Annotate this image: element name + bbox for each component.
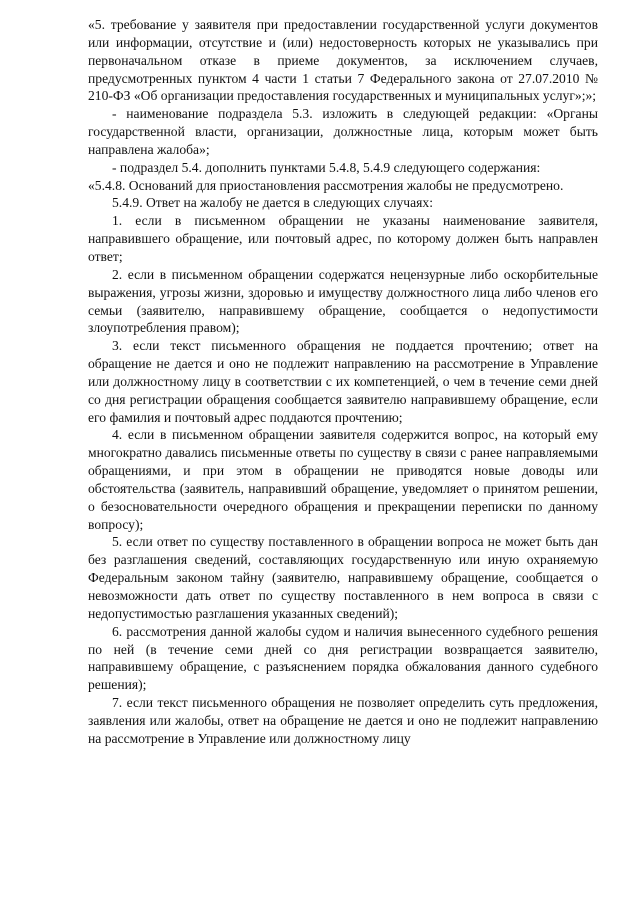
- paragraph-5-4-9: 5.4.9. Ответ на жалобу не дается в следующих случаях:: [112, 195, 433, 211]
- paragraph-5-4-8: «5.4.8. Оснований для приостановления рассмотрения жалобы не предусмотрено.: [88, 177, 564, 193]
- document-body: [88, 16, 598, 748]
- paragraph-subsection-5-4-addition: - подраздел 5.4. дополнить пунктами 5.4.8, 5.4.9 следующего содержания:: [112, 159, 541, 175]
- list-item-5: 5. если ответ по существу поставленного в обращении вопроса не может быть дан без разглашения сведений, составляющих государственную или иную охраняемую Федеральным законом тайну (заявителю, направившему обращение, сообщается о невозможности дать ответ по существу поставленного в нем вопроса в связи с недопустимостью разглашения указанных сведений);: [88, 534, 598, 621]
- list-item-4: 4. если в письменном обращении заявителя содержится вопрос, на который ему многократно давались письменные ответы по существу в связи с ранее направляемыми обращениями, и при этом в обращении не приводятся новые доводы или обстоятельства (заявитель, направивший обращение, уведомляет о принятом решении, о безосновательности очередного обращения и прекращении переписки по данному вопросу);: [88, 427, 598, 532]
- list-item-3: 3. если текст письменного обращения не поддается прочтению; ответ на обращение не дается и оно не подлежит направлению на рассмотрение в Управление или должностному лицу в соответствии с их компетенцией, о чем в течение семи дней со дня регистрации обращения сообщается заявителю направившему обращение, если его фамилия и почтовый адрес поддаются прочтению;: [88, 338, 598, 425]
- list-item-7: 7. если текст письменного обращения не позволяет определить суть предложения, заявления или жалобы, ответ на обращение не дается и оно не подлежит направлению на рассмотрение в Управление или должностному лицу: [88, 695, 598, 746]
- paragraph-item-5-requirement: «5. требование у заявителя при предоставлении государственной услуги документов или информации, отсутствие и (или) недостоверность которых не указывались при первоначальном отказе в приеме документов, за исключением случаев, предусмотренных пунктом 4 части 1 статьи 7 Федерального закона от 27.07.2010 № 210-ФЗ «Об организации предоставления государственных и муниципальных услуг»;»;: [88, 17, 598, 104]
- list-item-6: 6. рассмотрения данной жалобы судом и наличия вынесенного судебного решения по ней (в течение семи дней со дня регистрации возвращается заявителю, направившему обращение, с разъяснением порядка обжалования данного судебного решения);: [88, 623, 598, 693]
- list-item-2: 2. если в письменном обращении содержатся нецензурные либо оскорбительные выражения, угрозы жизни, здоровью и имуществу должностного лица либо членов его семьи (заявителю, направившему обращение, сообщается о недопустимости злоупотребления правом);: [88, 266, 598, 336]
- list-item-1: 1. если в письменном обращении не указаны наименование заявителя, направившего обращение, или почтовый адрес, по которому должен быть направлен ответ;: [88, 213, 598, 264]
- paragraph-subsection-5-3-title: - наименование подраздела 5.3. изложить в следующей редакции: «Органы государственной власти, организации, должностные лица, которым может быть направлена жалоба»;: [88, 106, 598, 157]
